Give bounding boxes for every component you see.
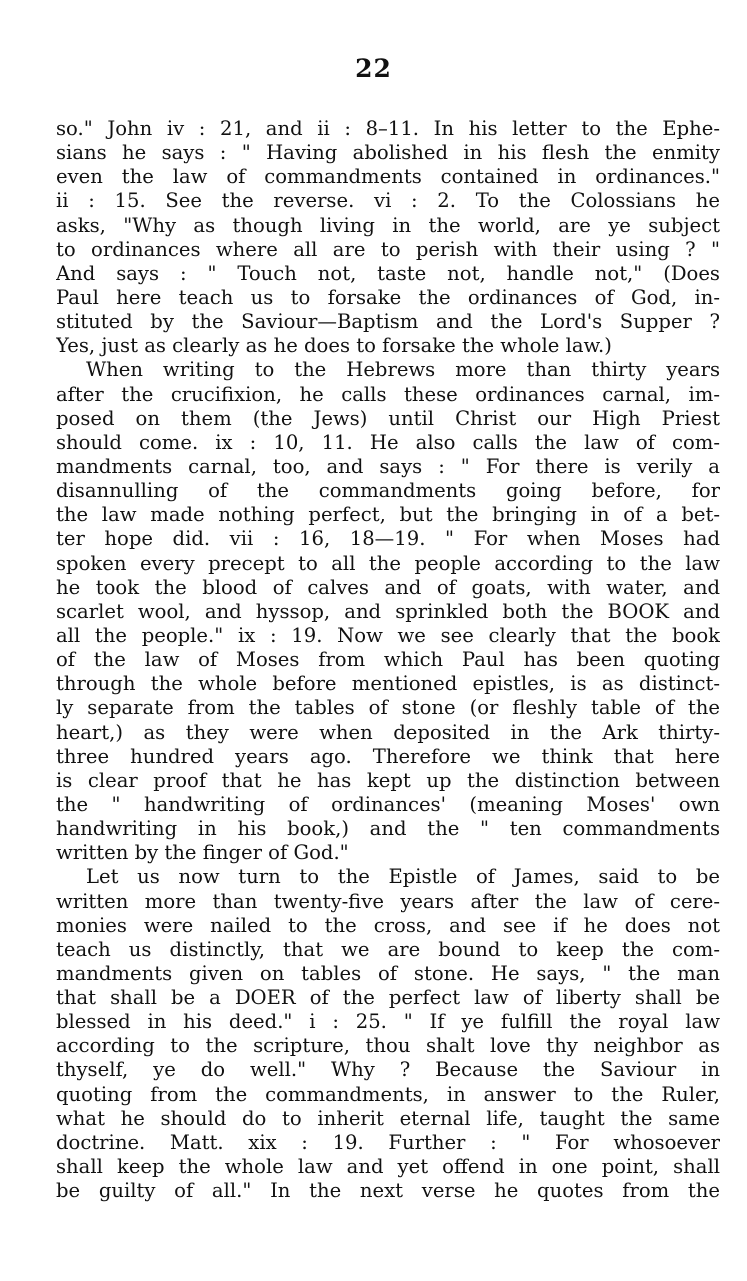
text-line: after the crucifixion, he calls these ordinances carnal, im-	[56, 382, 720, 406]
text-line: thyself, ye do well." Why ? Because the Saviour in	[56, 1058, 720, 1082]
text-line: monies were nailed to the cross, and see if he does not	[56, 913, 720, 937]
text-line: teach us distinctly, that we are bound to keep the com-	[56, 937, 720, 961]
text-line: written by the finger of God."	[56, 841, 349, 865]
text-line: doctrine. Matt. xix : 19. Further : " For whosoever	[56, 1130, 720, 1154]
text-line: according to the scripture, thou shalt love thy neighbor as	[56, 1034, 720, 1058]
text-line: And says : " Touch not, taste not, handle not," (Does	[56, 261, 720, 285]
text-line: quoting from the commandments, in answer to the Ruler,	[56, 1082, 720, 1106]
text-line: what he should do to inherit eternal life, taught the same	[56, 1106, 720, 1130]
text-line: of the law of Moses from which Paul has been quoting	[56, 648, 720, 672]
text-line: ly separate from the tables of stone (or fleshly table of the	[56, 696, 720, 720]
text-line: should come. ix : 10, 11. He also calls the law of com-	[56, 430, 720, 454]
text-line: three hundred years ago. Therefore we think that here	[56, 744, 720, 768]
text-line: all the people." ix : 19. Now we see clearly that the book	[56, 623, 720, 647]
text-line: shall keep the whole law and yet offend in one point, shall	[56, 1155, 720, 1179]
text-line: scarlet wool, and hyssop, and sprinkled both the BOOK and	[56, 599, 720, 623]
text-line: disannulling of the commandments going before, for	[56, 479, 720, 503]
text-line: is clear proof that he has kept up the distinction between	[56, 768, 720, 792]
paragraph-first-line: When writing to the Hebrews more than thirty years	[86, 358, 720, 382]
text-line: spoken every precept to all the people according to the law	[56, 551, 720, 575]
text-line: to ordinances where all are to perish with their using ? "	[56, 237, 720, 261]
text-line: stituted by the Saviour—Baptism and the Lord's Supper ?	[56, 310, 720, 334]
text-line: written more than twenty-five years after the law of cere-	[56, 889, 720, 913]
text-line: Paul here teach us to forsake the ordinances of God, in-	[56, 285, 720, 309]
text-line: through the whole before mentioned epistles, is as distinct-	[56, 672, 720, 696]
text-line: heart,) as they were when deposited in the Ark thirty-	[56, 720, 720, 744]
paragraph-first-line: Let us now turn to the Epistle of James, said to be	[86, 865, 720, 889]
body-text	[56, 117, 720, 1203]
text-line: even the law of commandments contained in ordinances."	[56, 165, 720, 189]
text-line: Yes, just as clearly as he does to forsake the whole law.)	[56, 334, 612, 358]
text-line: the law made nothing perfect, but the bringing in of a bet-	[56, 503, 720, 527]
text-line: handwriting in his book,) and the " ten commandments	[56, 817, 720, 841]
text-line: so." John iv : 21, and ii : 8–11. In his letter to the Ephe-	[56, 117, 720, 140]
text-line: ter hope did. vii : 16, 18—19. " For when Moses had	[56, 527, 720, 551]
text-line: ii : 15. See the reverse. vi : 2. To the Colossians he	[56, 189, 720, 213]
text-line: blessed in his deed." i : 25. " If ye fulfill the royal law	[56, 1010, 720, 1034]
text-line: sians he says : " Having abolished in his flesh the enmity	[56, 141, 720, 165]
text-line: posed on them (the Jews) until Christ our High Priest	[56, 406, 720, 430]
text-line: mandments given on tables of stone. He says, " the man	[56, 961, 720, 985]
text-line: the " handwriting of ordinances' (meaning Moses' own	[56, 792, 720, 816]
text-line: mandments carnal, too, and says : " For there is verily a	[56, 454, 720, 478]
text-line: that shall be a DOER of the perfect law of liberty shall be	[56, 986, 720, 1010]
text-line: asks, "Why as though living in the world, are ye subject	[56, 213, 720, 237]
text-line: he took the blood of calves and of goats, with water, and	[56, 575, 720, 599]
page-number: 22	[355, 54, 392, 83]
text-line: be guilty of all." In the next verse he quotes from the	[56, 1179, 720, 1203]
